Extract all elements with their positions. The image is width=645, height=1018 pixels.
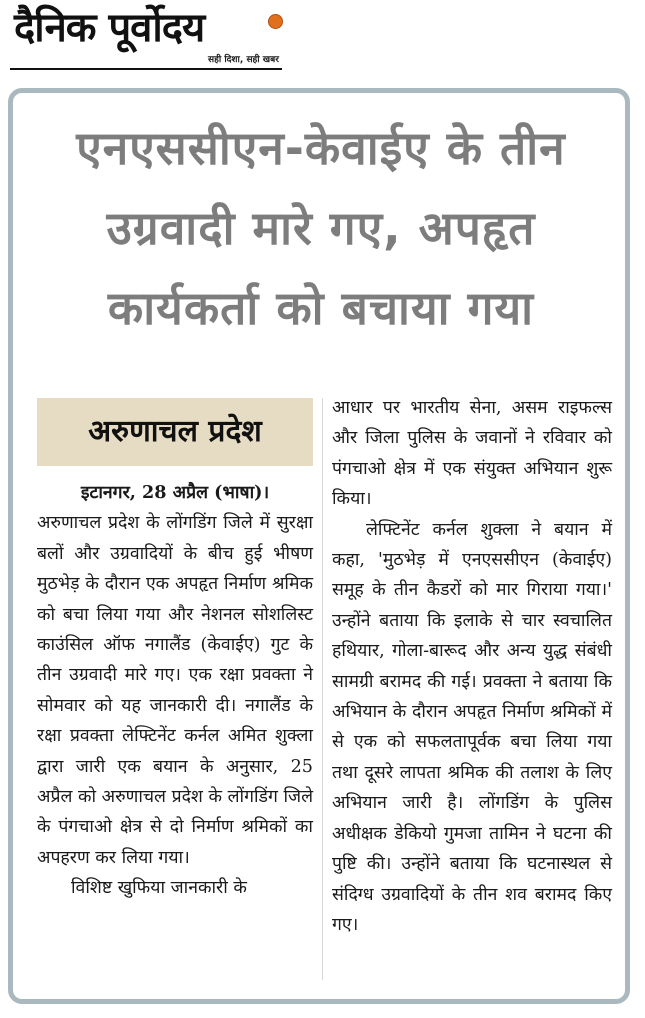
article-paragraph: विशिष्ट खुफिया जानकारी के [71,878,247,899]
column-divider [322,398,323,980]
headline-line: कार्यकर्ता को बचाया गया [107,281,535,335]
masthead-tagline: सही दिशा, सही खबर [208,55,279,65]
dateline: इटानगर, 28 अप्रैल (भाषा)। [80,482,270,503]
logo-dot-icon [268,14,283,29]
article-paragraph: अरुणाचल प्रदेश के लोंगडिंग जिले में सुरक्षा बलों और उग्रवादियों के बीच हुई भीषण मुठभेड़ के दौरान एक अपहृत निर्माण श्रमिक को बचा लिया गया और नेशनल सोशलिस्ट काउंसिल ऑफ नगालैंड (केवाईए) गुट के तीन उग्रवादी मारे गए। एक रक्षा प्रवक्ता ने सोमवार को यह जानकारी दी। नगालैंड के रक्षा प्रवक्ता लेफ्टिनेंट कर्नल अमित शुक्ला द्वारा जारी एक बयान के अनुसार, 25 अप्रैल को अरुणाचल प्रदेश के लोंगडिंग जिले के पंगचाओ क्षेत्र से दो निर्माण श्रमिकों का अपहरण कर लिया गया। [37,513,313,868]
masthead [10,4,290,74]
article-column-left [37,478,313,988]
article-column-right [332,393,612,988]
newspaper-logo: दैनिक पूर्वोदय [14,5,205,51]
headline-line: एनएससीएन-केवाईए के तीन [76,121,566,175]
article-paragraph: लेफ्टिनेंट कर्नल शुक्ला ने बयान में कहा, 'मुठभेड़ में एनएससीएन (केवाईए) समूह के तीन कैडरों को मार गिराया गया।' उन्होंने बताया कि इलाके से चार स्वचालित हथियार, गोला-बारूद और अन्य युद्ध संबंधी सामग्री बरामद की गई। प्रवक्ता ने बताया कि अभियान के दौरान अपहृत निर्माण श्रमिकों में से एक को सफलतापूर्वक बचा लिया गया तथा दूसरे लापता श्रमिक की तलाश के लिए अभियान जारी है। लोंगडिंग के पुलिस अधीक्षक डेकियो गुमजा तामिन ने घटना की पुष्टि की। उन्होंने बताया कि घटनास्थल से संदिग्ध उग्रवादियों के तीन शव बरामद किए गए। [332,519,612,935]
article-headline [16,108,626,348]
headline-line: उग्रवादी मारे गए, अपहृत [106,201,536,255]
section-label: अरुणाचल प्रदेश [37,398,313,466]
masthead-rule [10,68,282,70]
article-paragraph: आधार पर भारतीय सेना, असम राइफल्स और जिला पुलिस के जवानों ने रविवार को पंगचाओ क्षेत्र में एक संयुक्त अभियान शुरू किया। [332,398,612,510]
